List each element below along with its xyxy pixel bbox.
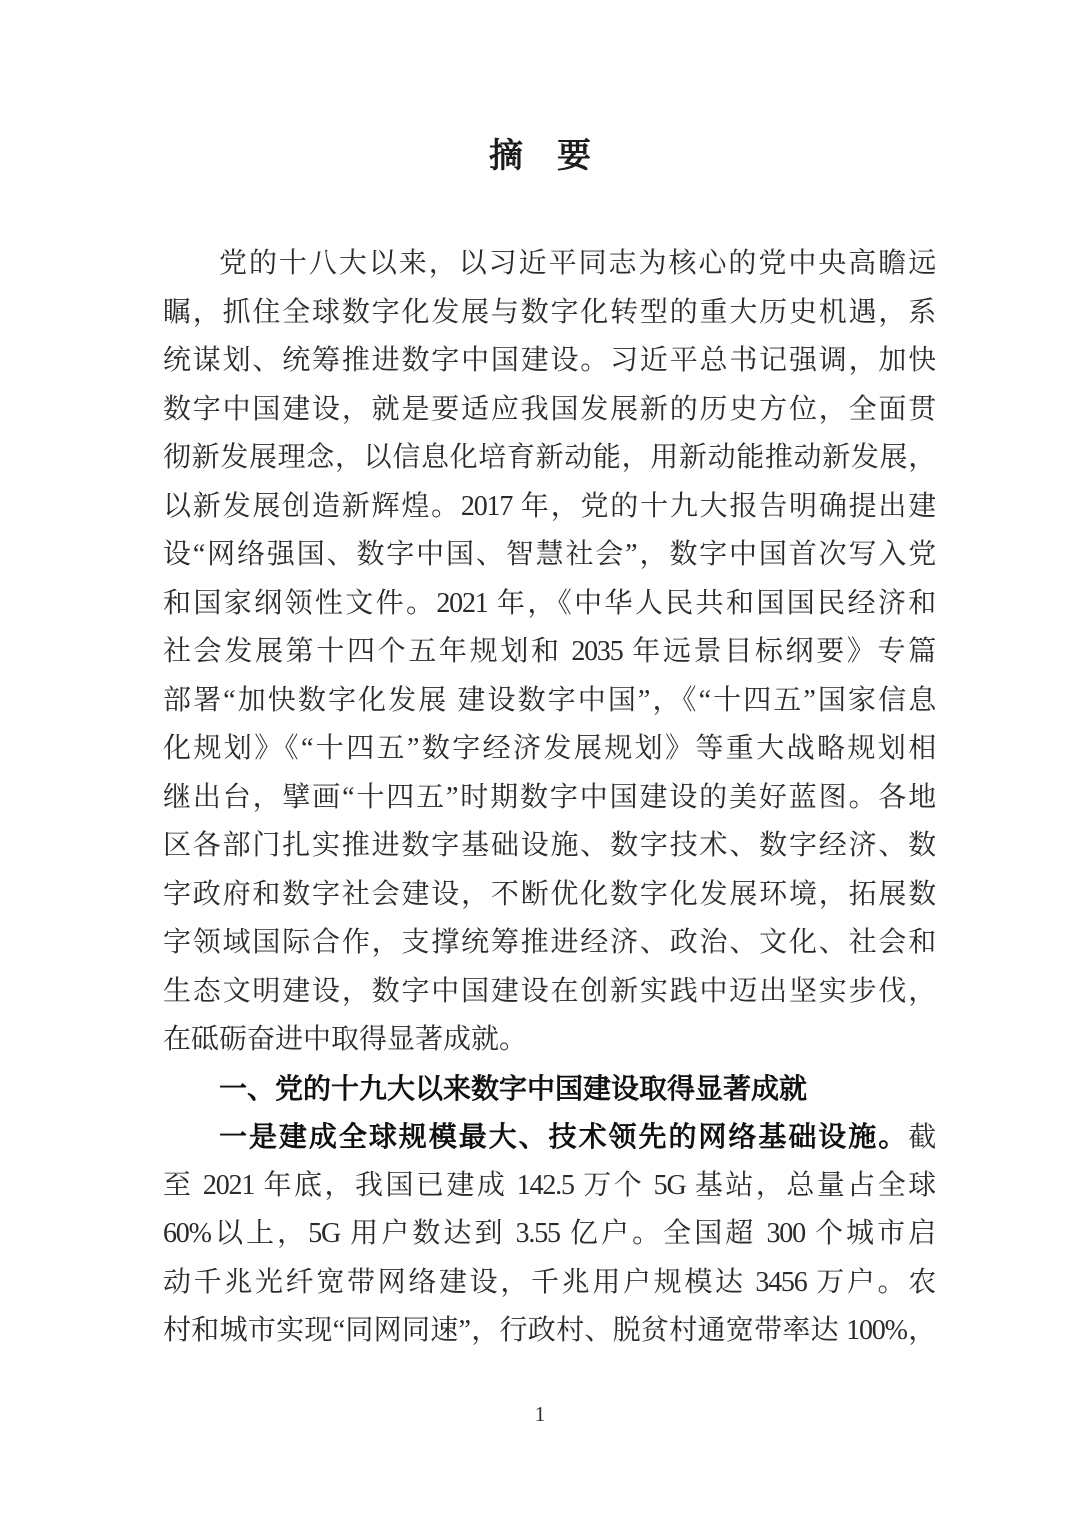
body-text-segment: 字政府和数字社会建设，不断优化数字化发展环境，拓展数 <box>163 878 935 910</box>
body-text-segment: 党的十八大以来，以习近平同志为核心的党中央高瞻远 <box>219 248 935 279</box>
text-line <box>163 483 935 532</box>
text-line <box>163 580 935 629</box>
body-text-segment: 和国家纲领性文件。2021 年，《中华人民共和国国民经济和 <box>163 587 935 619</box>
text-line <box>163 240 935 289</box>
body-text-segment: 60%以上，5G 用户数达到 3.55 亿户。全国超 300 个城市启 <box>163 1218 935 1249</box>
text-line <box>163 725 935 774</box>
text-line <box>163 1162 935 1211</box>
body-text-segment: 动千兆光纤宽带网络建设，千兆用户规模达 3456 万户。农 <box>163 1266 935 1298</box>
text-line <box>163 1307 935 1356</box>
body-text-segment: 化规划》《“十四五”数字经济发展规划》等重大战略规划相 <box>163 733 935 764</box>
body-text-segment: 村和城市实现“同网同速”，行政村、脱贫村通宽带率达 100%， <box>163 1315 935 1346</box>
page-number: 1 <box>534 1402 546 1426</box>
body-text-segment: 部署“加快数字化发展 建设数字中国”，《“十四五”国家信息 <box>163 684 935 716</box>
body-text-segment: 瞩，抓住全球数字化发展与数字化转型的重大历史机遇，系 <box>163 296 935 328</box>
body-text-segment: 截 <box>908 1122 935 1153</box>
text-line <box>163 434 935 483</box>
body-text-segment: 在砥砺奋进中取得显著成就。 <box>163 1024 528 1055</box>
body-text-segment: 区各部门扎实推进数字基础设施、数字技术、数字经济、数 <box>163 830 935 861</box>
text-line <box>163 386 935 435</box>
body-text-segment: 至 2021 年底，我国已建成 142.5 万个 5G 基站，总量占全球 <box>163 1169 935 1201</box>
body-text-segment: 继出台，擘画“十四五”时期数字中国建设的美好蓝图。各地 <box>163 781 935 813</box>
body-text-segment: 统谋划、统筹推进数字中国建设。习近平总书记强调，加快 <box>163 345 935 376</box>
text-line <box>163 628 935 677</box>
text-line <box>163 871 935 920</box>
body-text-segment: 生态文明建设，数字中国建设在创新实践中迈出坚实步伐， <box>163 975 935 1007</box>
body-text-segment: 彻新发展理念，以信息化培育新动能，用新动能推动新发展， <box>163 442 935 473</box>
text-line <box>163 1113 935 1162</box>
document-body <box>163 240 935 1356</box>
text-line <box>163 774 935 823</box>
body-text-segment: 以新发展创造新辉煌。2017 年，党的十九大报告明确提出建 <box>163 490 935 522</box>
text-line <box>163 1016 935 1065</box>
body-text-segment: 字领域国际合作，支撑统筹推进经济、政治、文化、社会和 <box>163 927 935 958</box>
body-text-segment: 设“网络强国、数字中国、智慧社会”，数字中国首次写入党 <box>163 539 935 570</box>
text-line <box>163 677 935 726</box>
bold-text-segment: 一是建成全球规模最大、技术领先的网络基础设施。 <box>219 1121 909 1152</box>
text-line <box>163 919 935 968</box>
text-line <box>163 822 935 871</box>
text-line <box>163 337 935 386</box>
body-text-segment: 社会发展第十四个五年规划和 2035 年远景目标纲要》专篇 <box>163 636 935 667</box>
text-line <box>163 1210 935 1259</box>
text-line <box>163 968 935 1017</box>
text-line <box>163 1259 935 1308</box>
body-text-segment: 数字中国建设，就是要适应我国发展新的历史方位，全面贯 <box>163 393 935 425</box>
bold-text-segment: 一、党的十九大以来数字中国建设取得显著成就 <box>219 1072 808 1104</box>
section-heading <box>163 1065 935 1114</box>
text-line <box>163 531 935 580</box>
page-title: 摘 要 <box>489 138 591 175</box>
text-line <box>163 289 935 338</box>
